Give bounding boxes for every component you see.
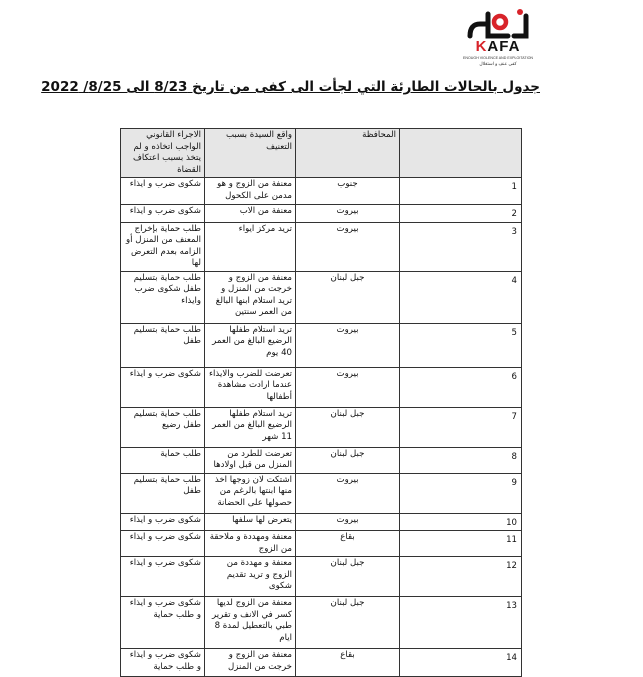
table-row — [121, 271, 522, 323]
cell-number: 5 — [400, 323, 522, 367]
table-row — [121, 557, 522, 597]
cell-number: 1 — [400, 178, 522, 205]
cell-situation: تريد استلام طفلها الرضيع البالغ من العمر 40 يوم — [205, 323, 296, 367]
cell-governorate: جبل لبنان — [296, 447, 400, 473]
cell-situation: تريد استلام طفلها الرضيع البالغ من العمر 11 شهر — [205, 407, 296, 447]
table-row — [121, 513, 522, 531]
cell-legal-action: شكوى ضرب و ايذاء — [121, 557, 205, 597]
cell-governorate: جبل لبنان — [296, 271, 400, 323]
cell-number: 10 — [400, 513, 522, 531]
table-row — [121, 205, 522, 223]
cell-legal-action: شكوى ضرب و ايذاء — [121, 513, 205, 531]
header-governorate: المحافظة — [296, 129, 400, 178]
cell-situation: تعرضت للطرد من المنزل من قبل اولادها — [205, 447, 296, 473]
header-legal-action: الاجراء القانوني الواجب اتخاذه و لم يتخذ بسبب اعتكاف القضاة — [121, 129, 205, 178]
cell-governorate: بيروت — [296, 473, 400, 513]
cell-legal-action: طلب حماية بتسليم طفل رضيع — [121, 407, 205, 447]
cell-situation: معنفة ومهددة و ملاحقة من الزوج — [205, 531, 296, 557]
kafa-logo — [458, 6, 538, 68]
cell-governorate: بقاع — [296, 649, 400, 677]
cell-situation: اشتكت لان زوجها اخذ منها ابنتها بالرغم من حصولها على الحضانة — [205, 473, 296, 513]
cell-situation: معنفة من الزوج و خرجت من المنزل و تريد استلام ابنها البالغ من العمر سنتين — [205, 271, 296, 323]
table-row — [121, 407, 522, 447]
cell-legal-action: طلب حماية بتسليم طفل شكوى ضرب وايذاء — [121, 271, 205, 323]
cell-situation: تعرضت للضرب والايذاء عندما ارادت مشاهدة أطفالها — [205, 367, 296, 407]
cell-situation: معنفة من الزوج لديها كسر في الانف و تقرير طبي بالتعطيل لمدة 8 ايام — [205, 597, 296, 649]
document-title: جدول بالحالات الطارئة التي لجأت الى كفى من تاريخ 8/23 الى 8/25/ 2022 — [41, 79, 540, 95]
cell-number: 13 — [400, 597, 522, 649]
cell-governorate: جبل لبنان — [296, 597, 400, 649]
cell-situation: تريد مركز ايواء — [205, 222, 296, 271]
table-row — [121, 531, 522, 557]
cell-number: 14 — [400, 649, 522, 677]
cell-number: 2 — [400, 205, 522, 223]
cell-governorate: بيروت — [296, 513, 400, 531]
table-row — [121, 178, 522, 205]
kafa-brand-text: KAFA — [475, 38, 521, 55]
logo-tagline-en: ENOUGH VIOLENCE AND EXPLOITATION — [463, 56, 533, 60]
cell-legal-action: شكوى ضرب و ايذاء — [121, 531, 205, 557]
cell-number: 6 — [400, 367, 522, 407]
cell-governorate: بيروت — [296, 367, 400, 407]
table-row — [121, 222, 522, 271]
table-header-row — [121, 129, 522, 178]
cell-governorate: جبل لبنان — [296, 557, 400, 597]
cell-governorate: بيروت — [296, 323, 400, 367]
table-row — [121, 323, 522, 367]
table-row — [121, 447, 522, 473]
cell-legal-action: طلب حماية بإخراج المعنف من المنزل أو الزامه بعدم التعرض لها — [121, 222, 205, 271]
header-number — [400, 129, 522, 178]
cell-legal-action: شكوى ضرب و ايذاء و طلب حماية — [121, 649, 205, 677]
table-row — [121, 473, 522, 513]
cell-situation: يتعرض لها سلفها — [205, 513, 296, 531]
cell-governorate: جنوب — [296, 178, 400, 205]
cell-number: 9 — [400, 473, 522, 513]
cases-table — [120, 128, 522, 677]
header-situation: واقع السيدة بسبب التعنيف — [205, 129, 296, 178]
cell-legal-action: شكوى ضرب و ايذاء — [121, 205, 205, 223]
table-row — [121, 597, 522, 649]
cell-number: 8 — [400, 447, 522, 473]
cell-situation: معنفة من الزوج و خرجت من المنزل — [205, 649, 296, 677]
cell-situation: معنفة و مهددة من الزوج و تريد تقديم شكوى — [205, 557, 296, 597]
cell-legal-action: شكوى ضرب و ايذاء و طلب حماية — [121, 597, 205, 649]
cell-number: 12 — [400, 557, 522, 597]
cell-governorate: بقاع — [296, 531, 400, 557]
table-row — [121, 367, 522, 407]
cell-legal-action: طلب حماية — [121, 447, 205, 473]
cell-governorate: بيروت — [296, 222, 400, 271]
cell-legal-action: شكوى ضرب و ايذاء — [121, 367, 205, 407]
cell-governorate: بيروت — [296, 205, 400, 223]
cell-situation: معنفة من الزوج و هو مدمن على الكحول — [205, 178, 296, 205]
cell-number: 4 — [400, 271, 522, 323]
cell-number: 11 — [400, 531, 522, 557]
cell-number: 7 — [400, 407, 522, 447]
cell-legal-action: طلب حماية بتسليم طفل — [121, 323, 205, 367]
logo-tagline-ar: كفى عنف و استغلال — [479, 61, 517, 66]
cell-legal-action: شكوى ضرب و ايذاء — [121, 178, 205, 205]
cell-number: 3 — [400, 222, 522, 271]
cell-situation: معنفة من الاب — [205, 205, 296, 223]
table-row — [121, 649, 522, 677]
cell-governorate: جبل لبنان — [296, 407, 400, 447]
cell-legal-action: طلب حماية بتسليم طفل — [121, 473, 205, 513]
